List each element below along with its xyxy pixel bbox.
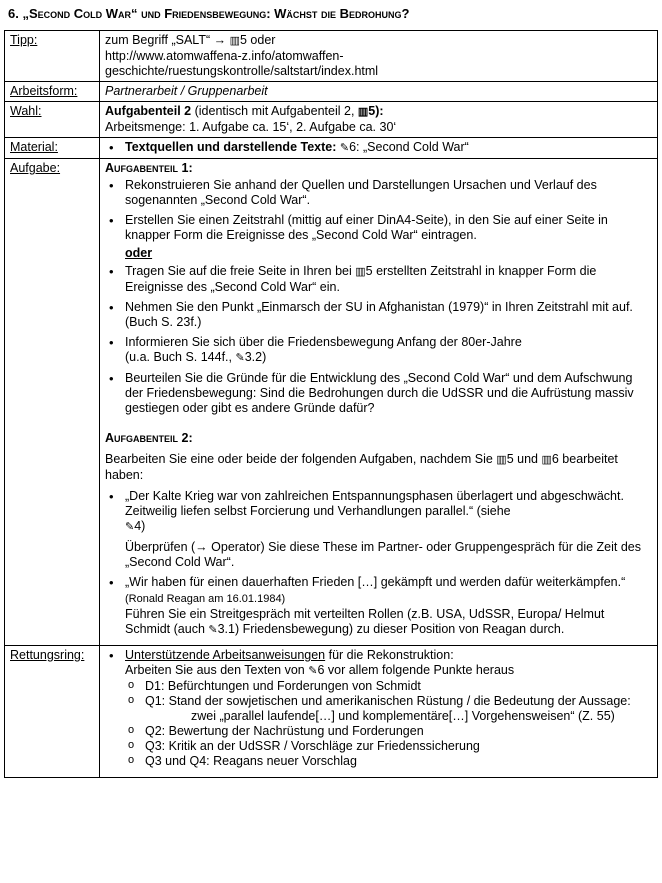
title-number: 6. <box>8 6 19 21</box>
tipp-text-post: 5 oder <box>239 33 276 47</box>
wahl-content <box>100 102 658 138</box>
document-icon: ▥ <box>355 266 366 278</box>
wahl-arbeitsmenge: Arbeitsmenge: 1. Aufgabe ca. 15‘, 2. Aufgabe ca. 30‘ <box>105 120 397 134</box>
sub-item-q2: o Q2: Bewertung der Nachrüstung und Forderungen <box>145 724 652 739</box>
label-rettungsring: Rettungsring: <box>5 646 100 778</box>
label-aufgabe: Aufgabe: <box>5 159 100 646</box>
pen-icon: ✎ <box>308 665 318 677</box>
label-tipp: Tipp: <box>5 31 100 82</box>
list-item: • Unterstützende Arbeitsanweisungen für die Rekonstruktion: Arbeiten Sie aus den Texten von ✎6 vor allem folgende Punkte heraus o D1: Befürchtungen und Forderungen von Schmidt o Q1: Stand der sowjetischen und amerikanischen Rüstung / die Bedeutung der Aussage: zwei „parallel laufende[…] und komplementäre[…] Vorgehensweisen“ (Z. 55) o Q2: Bewertung der Nachrüstung und Forderungen o Q3: Kritik an der UdSSR / Vorschläge zur Friedenssicherung o Q3 und Q4: Reagans neuer Vorschlag <box>125 648 652 769</box>
list-item: • Tragen Sie auf die freie Seite in Ihren bei ▥5 erstellten Zeitstrahl in knapper Form die Ereignisse des „Second Cold War“ ein. <box>125 264 652 295</box>
document-icon: ▥ <box>357 106 369 118</box>
arbeitsform-value: Partnerarbeit / Gruppenarbeit <box>100 82 658 102</box>
aufgabe-content <box>100 159 658 646</box>
list-item: • Rekonstruieren Sie anhand der Quellen und Darstellungen Ursachen und Verlauf des sogenannten „Second Cold War“. <box>125 178 652 208</box>
row-wahl <box>5 102 658 138</box>
document-icon: ▥ <box>541 454 552 466</box>
list-item: • Nehmen Sie den Punkt „Einmarsch der SU in Afghanistan (1979)“ in Ihren Zeitstrahl mit auf. (Buch S. 23f.) <box>125 300 652 330</box>
material-bold: Textquellen und darstellende Texte: <box>125 140 337 154</box>
row-arbeitsform <box>5 82 658 102</box>
tipp-link-line2[interactable]: geschichte/ruestungskontrolle/saltstart/index.html <box>105 64 379 78</box>
list-item: • Erstellen Sie einen Zeitstrahl (mittig auf einer DinA4-Seite), in den Sie auf einer Seite in knapper Form die Ereignisse des „Second Cold War“ eintragen. <box>125 213 652 243</box>
label-arbeitsform: Arbeitsform: <box>5 82 100 102</box>
material-rest: 6: „Second Cold War“ <box>349 140 469 154</box>
pen-icon: ✎ <box>235 352 245 364</box>
task-text: Überprüfen (→ Operator) Sie diese These im Partner- oder Gruppengespräch für die Zeit des „Second Cold War“. <box>125 540 641 569</box>
title-text: „Second Cold War“ und Friedensbewegung: Wächst die Bedrohung? <box>22 6 410 21</box>
row-material <box>5 138 658 159</box>
row-rettungsring <box>5 646 658 778</box>
pen-icon: ✎ <box>339 142 350 154</box>
wahl-rest: (identisch mit Aufgabenteil 2, <box>191 104 358 118</box>
document-icon: ▥ <box>496 454 507 466</box>
oder-label: oder <box>125 246 153 260</box>
worksheet-table <box>4 30 658 778</box>
label-wahl: Wahl: <box>5 102 100 138</box>
rettungsring-content <box>100 646 658 778</box>
list-item: • Beurteilen Sie die Gründe für die Entwicklung des „Second Cold War“ und dem Aufschwung der Friedensbewegung: Sind die Bedrohungen durch die UdSSR und die Aufrüstung massiv gestiegen oder gibt es andere Gründe dafür? <box>125 371 652 416</box>
part1-heading: Aufgabenteil 1: <box>105 161 193 175</box>
document-icon: ▥ <box>229 35 240 47</box>
tipp-text: zum Begriff „SALT“ <box>105 33 214 47</box>
tipp-content <box>100 31 658 82</box>
material-content <box>100 138 658 159</box>
part2-intro: Bearbeiten Sie eine oder beide der folgenden Aufgaben, nachdem Sie ▥5 und ▥6 bearbeitet haben: <box>105 452 618 482</box>
row-tipp <box>5 31 658 82</box>
label-material: Material: <box>5 138 100 159</box>
arrow-icon: → <box>213 33 227 47</box>
row-aufgabe <box>5 159 658 646</box>
pen-icon: ✎ <box>125 521 135 533</box>
pen-icon: ✎ <box>208 624 218 636</box>
sub-item-d1: o D1: Befürchtungen und Forderungen von Schmidt <box>145 679 652 694</box>
wahl-rest-post: 5): <box>368 104 384 118</box>
page-title <box>8 6 409 21</box>
tipp-link-line1[interactable]: http://www.atomwaffena-z.info/atomwaffen- <box>105 49 344 63</box>
part2-heading: Aufgabenteil 2: <box>105 431 193 445</box>
wahl-bold: Aufgabenteil 2 <box>105 104 192 118</box>
sub-item-q3: o Q3: Kritik an der UdSSR / Vorschläge zur Friedenssicherung <box>145 739 652 754</box>
sub-item-q1: o Q1: Stand der sowjetischen und amerikanischen Rüstung / die Bedeutung der Aussage: zwei „parallel laufende[…] und komplementäre[…] Vorgehensweisen“ (Z. 55) <box>145 694 652 724</box>
sub-item-q34: o Q3 und Q4: Reagans neuer Vorschlag <box>145 754 652 769</box>
list-item: • „Wir haben für einen dauerhaften Frieden […] gekämpft und werden dafür weiterkämpfen.“ (Ronald Reagan am 16.01.1984) Führen Sie ein Streitgespräch mit verteilten Rollen (z.B. USA, UdSSR, Europa/ Helmut Schmidt (auch ✎3.1) Friedensbewegung) zu dieser Position von Reagan durch. <box>125 575 652 638</box>
list-item: • „Der Kalte Krieg war von zahlreichen Entspannungsphasen überlagert und abgeschwächt. Zeitweilig liefen selbst Forcierung und Verhandlungen parallel.“ (siehe ✎4) Überprüfen (→ Operator) Sie diese These im Partner- oder Gruppengespräch für die Zeit des „Second Cold War“. <box>125 489 652 570</box>
list-item: • Informieren Sie sich über die Friedensbewegung Anfang der 80er-Jahre (u.a. Buch S. 144f., ✎3.2) <box>125 335 652 366</box>
